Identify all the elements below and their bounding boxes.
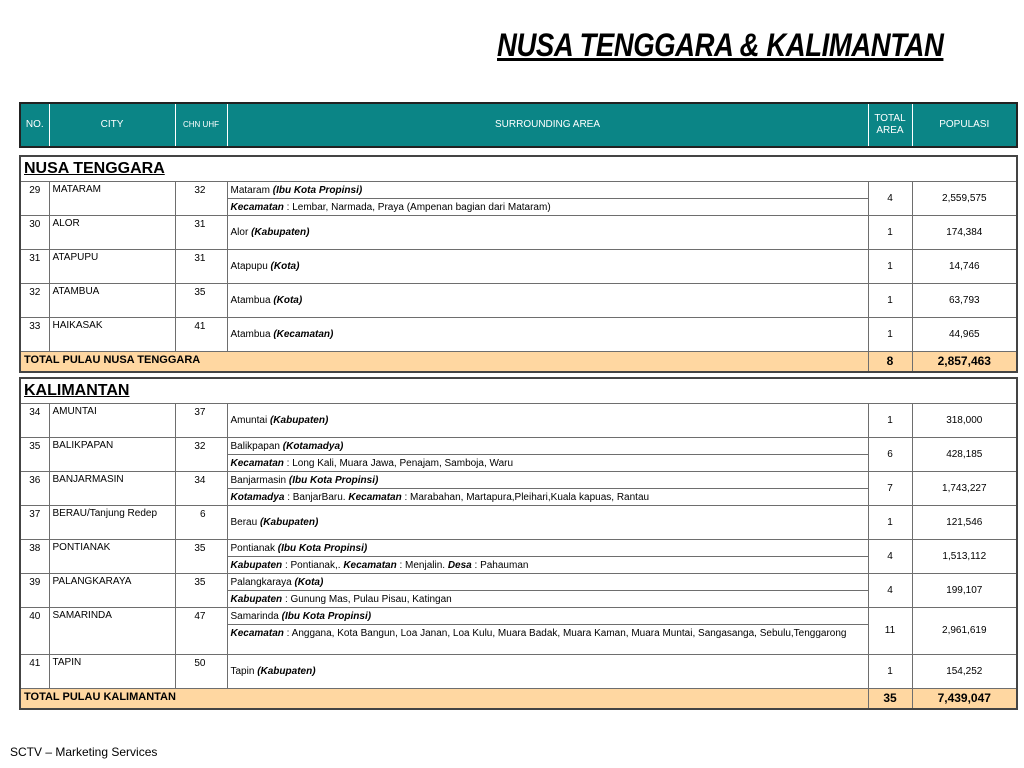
header-total-area: TOTAL AREA — [868, 103, 912, 147]
row-no: 37 — [20, 506, 49, 540]
area-main-line — [228, 472, 868, 489]
row-no: 40 — [20, 608, 49, 655]
nusa-tenggara-table — [19, 155, 1018, 373]
row-chn-uhf: 6 — [175, 506, 227, 540]
header-no: NO. — [20, 103, 49, 147]
area-type: (Kabupaten) — [259, 516, 319, 528]
area-main-line — [228, 227, 868, 239]
area-type: (Ibu Kota Propinsi) — [288, 475, 379, 486]
row-populasi: 2,961,619 — [912, 608, 1017, 655]
row-total-area: 4 — [868, 574, 912, 608]
area-type: (Ibu Kota Propinsi) — [277, 543, 368, 554]
row-populasi: 174,384 — [912, 216, 1017, 250]
total-populasi: 7,439,047 — [912, 689, 1017, 709]
area-detail-text: : Long Kali, Muara Jawa, Penajam, Samboja, Waru — [286, 458, 514, 469]
row-total-area: 1 — [868, 284, 912, 318]
row-populasi: 428,185 — [912, 438, 1017, 472]
section-title: NUSA TENGGARA — [20, 156, 1017, 182]
row-no: 39 — [20, 574, 49, 608]
area-type: (Kabupaten) — [257, 665, 316, 677]
area-name: Banjarmasin — [230, 475, 287, 486]
row-total-area: 1 — [868, 404, 912, 438]
row-total-area: 1 — [868, 250, 912, 284]
row-total-area: 11 — [868, 608, 912, 655]
area-detail-text: : Pontianak,. — [284, 560, 341, 571]
table-row — [20, 182, 1017, 216]
row-total-area: 1 — [868, 655, 912, 689]
area-main-line — [228, 438, 868, 455]
row-total-area: 4 — [868, 540, 912, 574]
row-city: SAMARINDA — [49, 608, 175, 655]
table-row — [20, 284, 1017, 318]
row-surrounding-area — [227, 574, 868, 608]
row-surrounding-area — [227, 250, 868, 284]
area-name: Mataram — [230, 185, 270, 196]
row-chn-uhf: 31 — [175, 250, 227, 284]
row-surrounding-area — [227, 216, 868, 250]
row-city: BALIKPAPAN — [49, 438, 175, 472]
row-total-area: 6 — [868, 438, 912, 472]
row-city: MATARAM — [49, 182, 175, 216]
table-row — [20, 318, 1017, 352]
row-city: ATAPUPU — [49, 250, 175, 284]
row-city: TAPIN — [49, 655, 175, 689]
area-main-line — [228, 329, 868, 341]
footer-text: SCTV – Marketing Services — [10, 745, 158, 759]
header-city: CITY — [49, 103, 175, 147]
area-main-line — [228, 574, 868, 591]
row-surrounding-area — [227, 182, 868, 216]
table-row — [20, 216, 1017, 250]
area-type: (Kotamadya) — [282, 441, 344, 452]
row-no: 38 — [20, 540, 49, 574]
total-area: 8 — [868, 352, 912, 372]
row-populasi: 63,793 — [912, 284, 1017, 318]
row-total-area: 1 — [868, 318, 912, 352]
table-header — [19, 102, 1018, 148]
row-city: BERAU/Tanjung Redep — [49, 506, 175, 540]
area-name: Amuntai — [230, 414, 268, 426]
row-surrounding-area — [227, 404, 868, 438]
row-chn-uhf: 32 — [175, 182, 227, 216]
area-main-line — [228, 517, 868, 529]
row-city: ATAMBUA — [49, 284, 175, 318]
row-total-area: 1 — [868, 506, 912, 540]
total-label: TOTAL PULAU KALIMANTAN — [20, 689, 868, 709]
area-type: (Kota) — [270, 260, 300, 272]
row-populasi: 44,965 — [912, 318, 1017, 352]
row-no: 33 — [20, 318, 49, 352]
area-main-line — [228, 540, 868, 557]
row-populasi: 154,252 — [912, 655, 1017, 689]
area-detail-label: Kecamatan — [230, 458, 284, 469]
row-no: 32 — [20, 284, 49, 318]
area-type: (Kota) — [294, 577, 324, 588]
row-city: PALANGKARAYA — [49, 574, 175, 608]
area-name: Atapupu — [230, 260, 268, 272]
kalimantan-table — [19, 377, 1018, 710]
area-name: Balikpapan — [230, 441, 280, 452]
row-city: BANJARMASIN — [49, 472, 175, 506]
row-surrounding-area — [227, 472, 868, 506]
table-row — [20, 472, 1017, 506]
area-main-line — [228, 415, 868, 427]
table-row — [20, 608, 1017, 655]
section-title: KALIMANTAN — [20, 378, 1017, 404]
area-type: (Ibu Kota Propinsi) — [272, 185, 363, 196]
row-no: 41 — [20, 655, 49, 689]
area-name: Alor — [230, 226, 249, 238]
area-main-line — [228, 666, 868, 678]
table-row — [20, 438, 1017, 472]
row-surrounding-area — [227, 438, 868, 472]
row-surrounding-area — [227, 655, 868, 689]
area-name: Pontianak — [230, 543, 275, 554]
row-populasi: 199,107 — [912, 574, 1017, 608]
table-row — [20, 404, 1017, 438]
area-detail-line — [228, 625, 868, 641]
row-no: 34 — [20, 404, 49, 438]
row-no: 36 — [20, 472, 49, 506]
row-chn-uhf: 35 — [175, 540, 227, 574]
row-no: 30 — [20, 216, 49, 250]
row-populasi: 2,559,575 — [912, 182, 1017, 216]
row-chn-uhf: 31 — [175, 216, 227, 250]
area-detail-label: Kabupaten — [230, 594, 283, 605]
area-detail-line — [228, 557, 868, 573]
row-chn-uhf: 34 — [175, 472, 227, 506]
area-type: (Ibu Kota Propinsi) — [281, 611, 372, 622]
row-no: 31 — [20, 250, 49, 284]
row-surrounding-area — [227, 284, 868, 318]
header-surrounding-area: SURROUNDING AREA — [227, 103, 868, 147]
area-detail-line — [228, 591, 868, 607]
area-detail-label: Kecamatan — [343, 560, 397, 571]
area-main-line — [228, 182, 868, 199]
row-chn-uhf: 50 — [175, 655, 227, 689]
area-name: Atambua — [230, 328, 271, 340]
area-main-line — [228, 295, 868, 307]
row-surrounding-area — [227, 540, 868, 574]
row-chn-uhf: 47 — [175, 608, 227, 655]
row-city: ALOR — [49, 216, 175, 250]
area-type: (Kabupaten) — [251, 226, 310, 238]
row-total-area: 1 — [868, 216, 912, 250]
area-detail-label: Kecamatan — [230, 202, 284, 213]
area-name: Tapin — [230, 665, 255, 677]
area-type: (Kecamatan) — [273, 328, 334, 340]
row-chn-uhf: 37 — [175, 404, 227, 438]
area-detail-label: Kabupaten — [230, 560, 283, 571]
total-label: TOTAL PULAU NUSA TENGGARA — [20, 352, 868, 372]
area-detail-label: Desa — [447, 560, 472, 571]
table-row — [20, 655, 1017, 689]
row-populasi: 121,546 — [912, 506, 1017, 540]
header-populasi: POPULASI — [912, 103, 1017, 147]
area-name: Palangkaraya — [230, 577, 292, 588]
area-detail-text: : Pahauman — [474, 560, 529, 571]
row-surrounding-area — [227, 608, 868, 655]
table-row — [20, 250, 1017, 284]
row-surrounding-area — [227, 506, 868, 540]
area-detail-text: : Anggana, Kota Bangun, Loa Janan, Loa Kulu, Muara Badak, Muara Kaman, Muara Muntai, Sangasanga, Sebulu,Tenggarong — [286, 628, 847, 639]
area-name: Samarinda — [230, 611, 279, 622]
row-city: HAIKASAK — [49, 318, 175, 352]
total-area: 35 — [868, 689, 912, 709]
row-chn-uhf: 35 — [175, 574, 227, 608]
row-city: PONTIANAK — [49, 540, 175, 574]
area-detail-text: : BanjarBaru. — [287, 492, 346, 503]
area-detail-label: Kecamatan — [230, 628, 284, 639]
area-detail-label: Kotamadya — [230, 492, 285, 503]
area-detail-text: : Menjalin. — [399, 560, 446, 571]
row-no: 35 — [20, 438, 49, 472]
row-city: AMUNTAI — [49, 404, 175, 438]
area-detail-text: : Marabahan, Martapura,Pleihari,Kuala kapuas, Rantau — [404, 492, 650, 503]
area-detail-line — [228, 489, 868, 505]
row-populasi: 318,000 — [912, 404, 1017, 438]
row-chn-uhf: 35 — [175, 284, 227, 318]
area-type: (Kabupaten) — [269, 414, 329, 426]
area-detail-line — [228, 199, 868, 215]
row-total-area: 4 — [868, 182, 912, 216]
table-row — [20, 506, 1017, 540]
row-chn-uhf: 32 — [175, 438, 227, 472]
row-populasi: 1,513,112 — [912, 540, 1017, 574]
row-chn-uhf: 41 — [175, 318, 227, 352]
area-main-line — [228, 261, 868, 273]
table-row — [20, 540, 1017, 574]
area-name: Berau — [230, 516, 258, 528]
row-total-area: 7 — [868, 472, 912, 506]
row-surrounding-area — [227, 318, 868, 352]
area-detail-text: : Gunung Mas, Pulau Pisau, Katingan — [284, 594, 452, 605]
row-populasi: 14,746 — [912, 250, 1017, 284]
area-detail-label: Kecamatan — [348, 492, 402, 503]
area-detail-line — [228, 455, 868, 471]
area-type: (Kota) — [273, 294, 303, 306]
total-populasi: 2,857,463 — [912, 352, 1017, 372]
header-chn-uhf: CHN UHF — [175, 103, 227, 147]
table-row — [20, 574, 1017, 608]
page-title: NUSA TENGGARA & KALIMANTAN — [497, 27, 944, 63]
area-main-line — [228, 608, 868, 625]
row-populasi: 1,743,227 — [912, 472, 1017, 506]
area-detail-text: : Lembar, Narmada, Praya (Ampenan bagian dari Mataram) — [286, 202, 551, 213]
row-no: 29 — [20, 182, 49, 216]
area-name: Atambua — [230, 294, 271, 306]
